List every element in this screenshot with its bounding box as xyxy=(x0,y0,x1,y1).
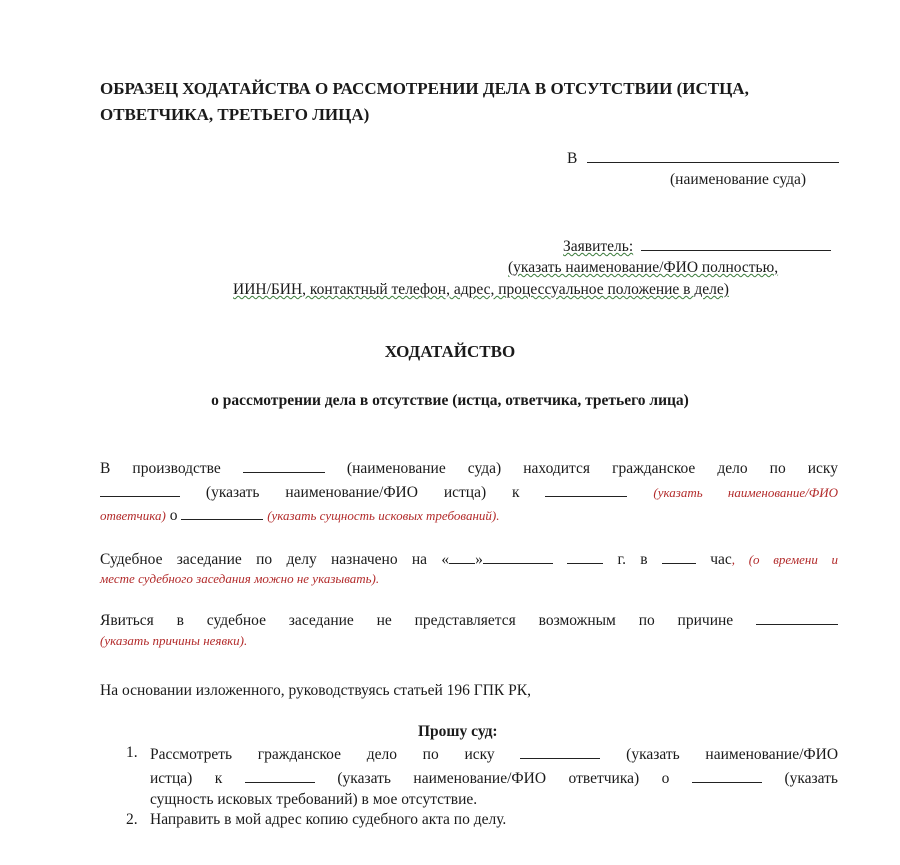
applicant-hint-1: (указать наименование/ФИО полностью, xyxy=(508,259,779,276)
item-1-l2b: (указать наименование/ФИО ответчика) о xyxy=(337,770,670,787)
to-prefix: В xyxy=(567,150,578,167)
item-2-number: 2. xyxy=(126,811,138,828)
day-blank xyxy=(449,549,475,564)
item-2-l1: Направить в мой адрес копию судебного акта по делу. xyxy=(150,811,507,828)
plaintiff-blank xyxy=(100,482,180,497)
applicant-hint-2: ИИН/БИН, контактный телефон, адрес, процессуальное положение в деле) xyxy=(233,281,729,298)
item-1-l1b: (указать наименование/ФИО xyxy=(626,746,839,763)
court-name-blank xyxy=(243,458,325,473)
para2-d: час xyxy=(710,551,732,568)
para1-line2 xyxy=(100,482,838,502)
request-item-1 xyxy=(126,744,838,809)
para1-a: В производстве xyxy=(100,460,221,477)
doc-title: ХОДАТАЙСТВО xyxy=(384,342,516,361)
item-1-l3: сущность исковых требований) в мое отсутствие. xyxy=(150,791,478,808)
item-1-number: 1. xyxy=(126,744,138,761)
para1-g: о xyxy=(169,507,178,524)
applicant-line xyxy=(563,236,831,256)
para2-line1 xyxy=(100,549,838,569)
para3-line2 xyxy=(100,632,247,650)
doc-subtitle: о рассмотрении дела в отсутствие (истца, ответчика, третьего лица) xyxy=(211,392,689,409)
para1-e: (указать наименование/ФИО xyxy=(653,485,838,500)
item-1-l2a: истца) к xyxy=(150,770,223,787)
year-blank xyxy=(567,549,603,564)
item-1-claim-blank xyxy=(692,768,762,783)
request-heading: Прошу суд: xyxy=(418,723,498,740)
para2-a: Судебное заседание по делу назначено на « xyxy=(100,551,450,568)
item-1-plaintiff-blank xyxy=(520,744,600,759)
para2-c: г. в xyxy=(617,551,648,568)
para2-e: , (о времени и xyxy=(731,552,839,567)
item-1-defendant-blank xyxy=(245,768,315,783)
para4: На основании изложенного, руководствуясь статьей 196 ГПК РК, xyxy=(100,682,531,699)
reason-blank xyxy=(756,610,838,625)
para3-a: Явиться в судебное заседание не представляется возможным по причине xyxy=(100,612,734,629)
para1-line3 xyxy=(100,505,499,525)
court-blank xyxy=(587,148,839,163)
para2-line2 xyxy=(100,570,379,588)
para1-c: (указать наименование/ФИО истца) xyxy=(205,484,487,501)
applicant-label: Заявитель: xyxy=(563,238,634,255)
hour-blank xyxy=(662,549,696,564)
para1-f: ответчика) xyxy=(100,508,166,523)
claim-blank xyxy=(181,505,263,520)
para3-b: (указать причины неявки). xyxy=(100,633,248,648)
para2-f: месте судебного заседания можно не указывать). xyxy=(100,571,380,586)
para1-h: (указать сущность исковых требований). xyxy=(267,508,500,523)
document-title: ОБРАЗЕЦ ХОДАТАЙСТВА О РАССМОТРЕНИИ ДЕЛА В ОТСУТСТВИИ (ИСТЦА, ОТВЕТЧИКА, ТРЕТЬЕГО ЛИЦА) xyxy=(100,79,749,124)
item-1-l1a: Рассмотреть гражданское дело по иску xyxy=(150,746,495,763)
para1-line1 xyxy=(100,458,838,478)
defendant-blank xyxy=(545,482,627,497)
request-item-2 xyxy=(126,811,506,829)
month-blank xyxy=(483,549,553,564)
para3-line1 xyxy=(100,610,838,630)
item-1-l2c: (указать xyxy=(784,770,838,787)
applicant-blank xyxy=(641,236,831,251)
para2-b: » xyxy=(475,551,483,568)
court-line xyxy=(567,148,839,168)
para1-d: к xyxy=(512,484,520,501)
court-caption: (наименование суда) xyxy=(670,171,807,188)
para1-b: (наименование суда) находится гражданское дело по иску xyxy=(346,460,838,477)
